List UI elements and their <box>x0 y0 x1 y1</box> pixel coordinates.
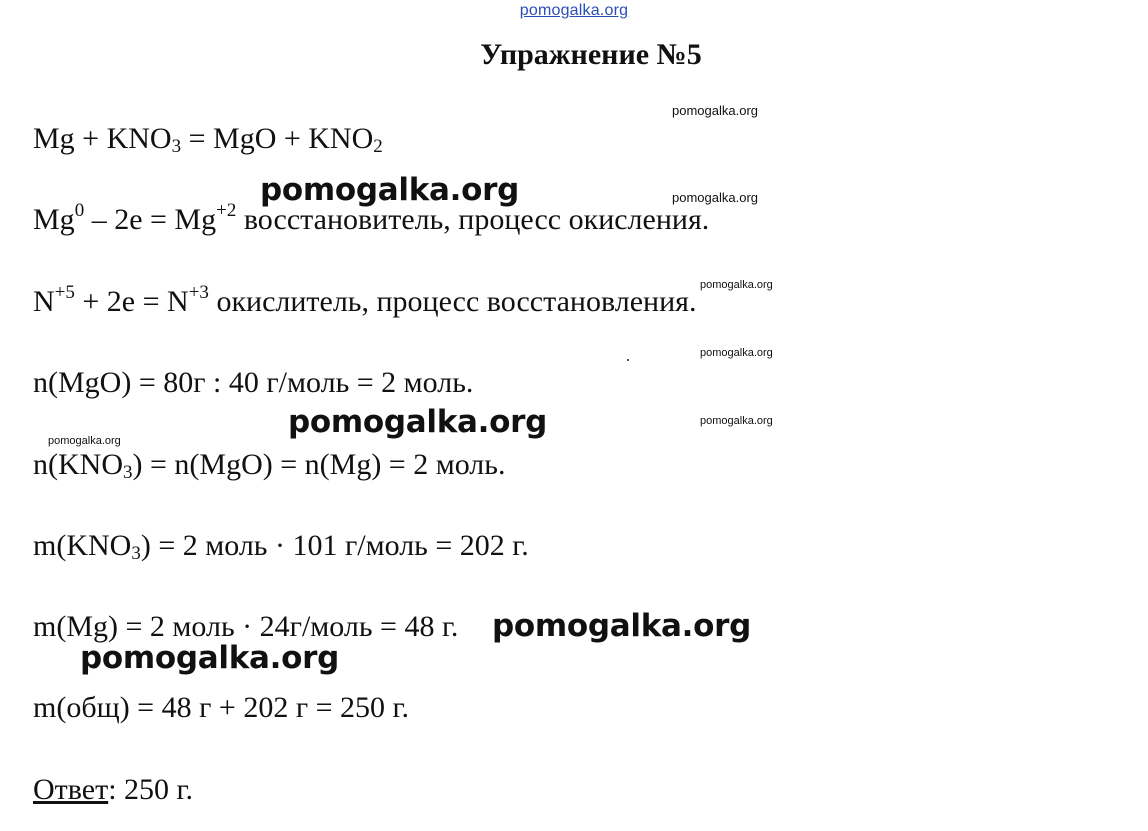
oxidation-description: восстановитель, процесс окисления. <box>236 203 710 236</box>
oxidation-state-mg0: 0 <box>74 200 85 221</box>
equation-right: = MgO + KNO <box>181 122 374 155</box>
stray-dot <box>627 359 629 361</box>
site-link[interactable]: pomogalka.org <box>519 2 629 19</box>
watermark-tiny: pomogalka.org <box>700 279 773 291</box>
oxidation-state-mg2: +2 <box>216 200 237 221</box>
watermark-tiny: pomogalka.org <box>700 347 773 359</box>
answer-line <box>33 775 193 805</box>
answer-label: Ответ <box>33 773 109 806</box>
watermark-large: pomogalka.org <box>288 404 548 440</box>
reduction-middle: + 2e = N <box>74 285 189 318</box>
watermark-tiny: pomogalka.org <box>700 415 773 427</box>
reaction-equation <box>33 122 383 157</box>
equation-left: Mg + KNO <box>33 122 172 155</box>
m-mg-line: m(Mg) = 2 моль · 24г/моль = 48 г. <box>33 610 459 643</box>
watermark-large: pomogalka.org <box>80 640 340 676</box>
n-kno3-left: n(KNO <box>33 448 123 481</box>
watermark-large: pomogalka.org <box>492 608 752 644</box>
oxidation-middle: – 2e = Mg <box>84 203 217 236</box>
m-total-line: m(общ) = 48 г + 202 г = 250 г. <box>33 691 409 724</box>
n-kno3-right: ) = n(MgO) = n(Mg) = 2 моль. <box>132 448 506 481</box>
oxidation-half-reaction <box>33 200 710 236</box>
reduction-half-reaction <box>33 282 697 318</box>
n-mgo-line: n(MgO) = 80г : 40 г/моль = 2 моль. <box>33 366 474 399</box>
reduction-description: окислитель, процесс восстановления. <box>208 285 697 318</box>
watermark-tiny: pomogalka.org <box>48 435 121 447</box>
watermark-small: pomogalka.org <box>672 190 758 205</box>
oxidation-mg: Mg <box>33 203 75 236</box>
m-kno3-subscript: 3 <box>131 543 141 564</box>
watermark-large: pomogalka.org <box>260 172 520 208</box>
answer-value: : 250 г. <box>108 773 193 806</box>
m-kno3-line <box>33 529 529 564</box>
m-kno3-left: m(KNO <box>33 529 132 562</box>
n-kno3-line <box>33 448 506 483</box>
m-kno3-right: ) = 2 моль · 101 г/моль = 202 г. <box>140 529 529 562</box>
kno2-subscript: 2 <box>373 136 383 157</box>
oxidation-state-n5: +5 <box>54 282 75 303</box>
kno3-subscript: 3 <box>171 136 182 157</box>
watermark-small: pomogalka.org <box>672 103 758 118</box>
oxidation-state-n3: +3 <box>188 282 209 303</box>
reduction-n: N <box>33 285 55 318</box>
n-kno3-subscript: 3 <box>123 462 133 483</box>
page-title: Упражнение №5 <box>480 38 702 71</box>
